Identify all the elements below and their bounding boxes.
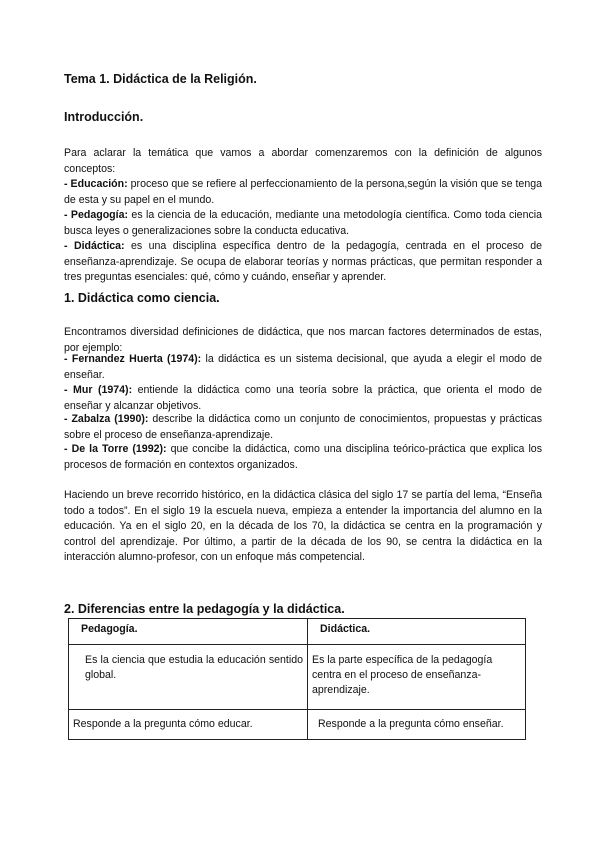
intro-heading: Introducción. <box>64 110 144 124</box>
author-text: la didáctica es un sistema decisional, que ayuda a elegir el modo de enseñar. <box>64 353 543 381</box>
author-text: entiende la didáctica como una teoría sobre la práctica, que orienta el modo de enseñar y alcanzar objetivos. <box>64 384 542 412</box>
table-cell-text: Es la ciencia que estudia la educación sentido global. <box>85 654 303 681</box>
definition-term: - Pedagogía: <box>64 209 129 221</box>
author-mur <box>64 383 542 414</box>
table-cell-text: Responde a la pregunta cómo educar. <box>73 718 253 730</box>
author-fernandez-huerta <box>64 352 542 383</box>
table-cell-text: Responde a la pregunta cómo enseñar. <box>318 718 504 730</box>
table-cell-text: Es la parte específica de la pedagogía centra en el proceso de enseñanza-aprendizaje. <box>312 654 493 696</box>
intro-paragraph <box>64 146 542 177</box>
definition-didactica <box>64 239 542 286</box>
definition-pedagogia <box>64 208 542 239</box>
table-header-row <box>69 619 526 645</box>
definition-text: es la ciencia de la educación, mediante una metodología científica. Como toda ciencia busca leyes o generalizaciones sobre la conducta educativa. <box>64 209 543 237</box>
definition-text: proceso que se refiere al perfeccionamiento de la persona,según la visión que se tenga de esta y su papel en el mundo. <box>64 178 542 206</box>
table-row <box>69 710 526 740</box>
definition-term: - Didáctica: <box>64 240 125 252</box>
definition-term: - Educación: <box>64 178 128 190</box>
author-term: - Mur (1974): <box>64 384 133 396</box>
table-header-cell: Pedagogía. <box>69 619 308 645</box>
author-de-la-torre <box>64 442 542 473</box>
comparison-table <box>68 618 526 740</box>
history-paragraph <box>64 488 542 566</box>
section1-heading: 1. Didáctica como ciencia. <box>64 291 220 305</box>
author-zabalza <box>64 412 542 443</box>
definition-educacion <box>64 177 542 208</box>
table-cell <box>69 645 308 710</box>
table-header-cell: Didáctica. <box>308 619 526 645</box>
author-text: que concibe la didáctica, como una disciplina teórico-práctica que explica los procesos de formación en contextos organizados. <box>64 443 542 471</box>
section1-paragraph-text: Encontramos diversidad definiciones de didáctica, que nos marcan factores determinados de estas, por ejemplo: <box>64 326 542 354</box>
author-term: - Zabalza (1990): <box>64 413 149 425</box>
section2-heading: 2. Diferencias entre la pedagogía y la didáctica. <box>64 602 345 616</box>
intro-paragraph-text: Para aclarar la temática que vamos a abordar comenzaremos con la definición de algunos conceptos: <box>64 147 542 175</box>
author-term: - De la Torre (1992): <box>64 443 167 455</box>
table-cell <box>69 710 308 740</box>
history-paragraph-text: Haciendo un breve recorrido histórico, en la didáctica clásica del siglo 17 se partía del lema, “Enseña todo a todos”. En el siglo 19 la escuela nueva, empieza a entender la importancia del alumno en la educación. Ya en el siglo 20, en la década de los 70, la didáctica se centra en la programación y control del aprendizaje. Por último, a partir de la década de los 90, se centra la didáctica en la interacción alumno-profesor, con un enfoque más competencial. <box>64 489 542 563</box>
table-row <box>69 645 526 710</box>
document-title: Tema 1. Didáctica de la Religión. <box>64 72 257 86</box>
author-term: - Fernandez Huerta (1974): <box>64 353 202 365</box>
author-text: describe la didáctica como un conjunto de conocimientos, propuestas y prácticas sobre el proceso de enseñanza-aprendizaje. <box>64 413 542 441</box>
definition-text: es una disciplina específica dentro de la pedagogía, centrada en el proceso de enseñanza-aprendizaje. Se ocupa de elaborar teorías y normas prácticas, que permitan responder a tres preguntas esenciales: qué, cómo y cuándo, enseñar y aprender. <box>64 240 543 283</box>
table-cell <box>308 710 526 740</box>
table-cell <box>308 645 526 710</box>
